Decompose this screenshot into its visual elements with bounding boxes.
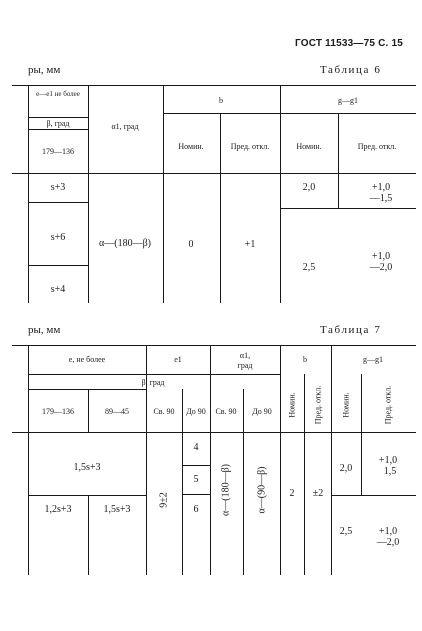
table7-head-rule: [12, 432, 416, 433]
table7-g-nom-2: 2,5: [339, 526, 353, 537]
table7-col-alpha-over: Св. 90: [215, 407, 237, 416]
table6-rule-sub: [163, 113, 416, 114]
table7-g-dev-2a: +1,0: [378, 526, 398, 537]
table6-col-b-label: b: [219, 96, 223, 105]
table7-vline-5: [280, 345, 281, 575]
table6-g-dev-1a: +1,0: [371, 182, 391, 193]
table7-vline-8: [361, 374, 362, 495]
table7-vline-4: [243, 389, 244, 575]
table6-vline-0: [28, 85, 29, 303]
table7-col-e-label: e, не более: [68, 355, 106, 364]
table6-col-g-dev: Пред. откл.: [357, 142, 397, 151]
table6-col-g-label: g—g1: [338, 96, 358, 105]
table7-col-alpha-label: α1,: [239, 351, 251, 360]
table6-caption-left: ры, мм: [28, 64, 61, 76]
table7-vline-0: [28, 345, 29, 575]
table6-col-beta-range: 179—136: [42, 147, 74, 156]
table6-head-rule: [12, 173, 416, 174]
table7-rule-beta: [28, 374, 280, 375]
table7-g-dev-1b: 1,5: [383, 466, 397, 477]
table7-col-b-nom: Номин.: [287, 392, 297, 418]
table7-col-g-dev: Пред. откл.: [383, 385, 393, 425]
table6-col-b-dev: Пред. откл.: [230, 142, 270, 151]
table7-g-nom-1: 2,0: [339, 463, 353, 474]
table7-row-bottom-2: 1,5s+3: [103, 504, 131, 515]
table6-g-nom-1: 2,0: [302, 182, 316, 193]
table7-col-e1-over: Св. 90: [153, 407, 175, 416]
table6-vline-4: [280, 85, 281, 303]
table6-top-rule: [12, 85, 416, 86]
table7-vline-6: [304, 374, 305, 575]
table6-g-dev-2a: +1,0: [371, 251, 391, 262]
table6-rule-beta: [28, 129, 88, 130]
table7-col-e1-upto: До 90: [186, 407, 206, 416]
table7-e1-over-value: 9±2: [158, 492, 170, 508]
table6-b-dev-value: +1: [244, 239, 256, 250]
table7-col-b-dev: Пред. откл.: [313, 385, 323, 425]
table7-caption-left: ры, мм: [28, 324, 61, 336]
table7-col-b-label: b: [303, 355, 307, 364]
table6-col-g-nom: Номин.: [296, 142, 322, 151]
table7-col-g-nom: Номин.: [341, 392, 351, 418]
table6-vline-2: [163, 85, 164, 303]
table6-col-e-label: e—e1 не более: [36, 90, 80, 98]
table6-caption-title: Таблица 6: [320, 64, 382, 76]
table7-top-rule: [12, 345, 416, 346]
table7-e1-upto-3: 6: [193, 504, 199, 515]
table6-g-dev-2b: —2,0: [369, 262, 393, 273]
table6-col-alpha-label: α1, град: [111, 122, 139, 131]
table7-e1-rule-1: [182, 465, 210, 466]
table7-e1-upto-1: 4: [193, 442, 199, 453]
table7-alpha-over-value: α—(180—β): [220, 464, 232, 516]
table6-col-beta-label: β, град: [46, 119, 70, 128]
table6-g-dev-1b: —1,5: [369, 193, 393, 204]
table6-col-b-nom: Номин.: [178, 142, 204, 151]
table6-row-rule-2: [28, 265, 88, 266]
table6-row-rule-1: [28, 202, 88, 203]
table7-vline-row: [88, 495, 89, 575]
table7-e1-upto-2: 5: [193, 474, 199, 485]
table6-vline-3: [220, 113, 221, 303]
table7-vline-beta: [88, 389, 89, 432]
table6-rule-e: [28, 117, 88, 118]
table7-rule-beta-sub: [28, 389, 146, 390]
table6-row-2: s+6: [50, 232, 66, 243]
table6-vline-5: [338, 113, 339, 208]
table6-vline-1: [88, 85, 89, 303]
table7-col-e1-label: e1: [174, 355, 182, 364]
table7-col-beta-label: β, град: [141, 378, 165, 387]
table7-e1-rule-2: [182, 494, 210, 495]
table7-row-rule: [28, 495, 146, 496]
table6-row-1: s+3: [50, 182, 66, 193]
table7-vline-2: [182, 389, 183, 575]
table7-col-g-label: g—g1: [363, 355, 383, 364]
table6-b-nom-value: 0: [188, 239, 194, 250]
table7-g-dev-2b: —2,0: [376, 537, 400, 548]
table7-vline-7: [331, 345, 332, 575]
table7-row-top: 1,5s+3: [73, 462, 101, 473]
table6-row-3: s+4: [50, 284, 66, 295]
table7-row-bottom-1: 1,2s+3: [44, 504, 72, 515]
table7-col-alpha-unit: град: [237, 361, 253, 370]
table7-b-dev-value: ±2: [312, 488, 324, 499]
table6-alpha-value: α—(180—β): [99, 238, 151, 249]
table7-col-alpha-upto: До 90: [252, 407, 272, 416]
table7-vline-3: [210, 345, 211, 575]
table7-b-nom-value: 2: [289, 488, 295, 499]
table7-g-dev-1a: +1,0: [378, 455, 398, 466]
page-header: ГОСТ 11533—75 С. 15: [295, 38, 404, 49]
table7-g-rule: [331, 495, 416, 496]
table7-col-beta-2: 89—45: [105, 407, 129, 416]
table6-g-rule: [280, 208, 416, 209]
table7-alpha-upto-value: α—(90—β): [256, 466, 268, 514]
table6-g-nom-2: 2,5: [302, 262, 316, 273]
table7-caption-title: Таблица 7: [320, 324, 382, 336]
table7-col-beta-1: 179—136: [42, 407, 74, 416]
